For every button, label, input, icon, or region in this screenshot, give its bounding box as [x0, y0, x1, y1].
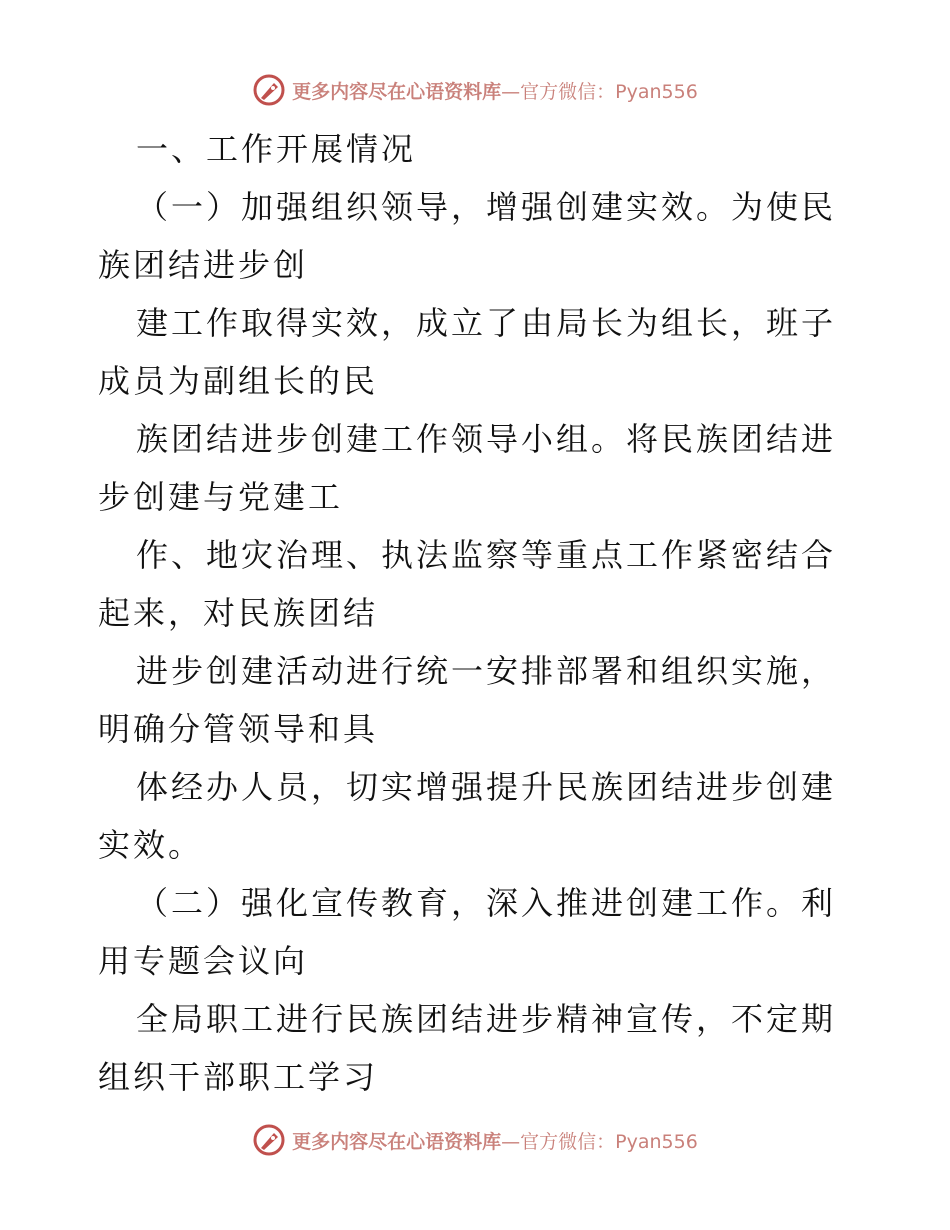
footer-banner-main: 更多内容尽在心语资料库: [292, 1130, 502, 1153]
header-banner-main: 更多内容尽在心语资料库: [292, 80, 502, 103]
paragraph: 全局职工进行民族团结进步精神宣传，不定期组织干部职工学习: [98, 1000, 837, 1096]
paragraph: （二）强化宣传教育，深入推进创建工作。利用专题会议向: [98, 884, 837, 980]
paragraph: 族团结进步创建工作领导小组。将民族团结进步创建与党建工: [98, 420, 837, 516]
footer-banner-suffix: 官方微信：Pyan556: [520, 1130, 698, 1153]
pen-nib-logo-icon: [252, 73, 286, 107]
paragraph: 作、地灾治理、执法监察等重点工作紧密结合起来，对民族团结: [98, 536, 837, 632]
header-banner: [0, 70, 950, 110]
paragraph: 进步创建活动进行统一安排部署和组织实施，明确分管领导和具: [98, 652, 837, 748]
header-banner-suffix: 官方微信：Pyan556: [520, 80, 698, 103]
paragraph: 体经办人员，切实增强提升民族团结进步创建实效。: [98, 768, 837, 864]
header-banner-separator: —: [501, 80, 521, 103]
footer-banner-separator: —: [501, 1130, 521, 1153]
footer-banner-text: [292, 1127, 698, 1154]
paragraph: （一）加强组织领导，增强创建实效。为使民族团结进步创: [98, 188, 837, 284]
document-body: [98, 120, 850, 1106]
header-banner-text: [292, 77, 698, 104]
paragraph-heading: 一、工作开展情况: [136, 130, 417, 168]
pen-nib-logo-icon: [252, 1123, 286, 1157]
footer-banner: [0, 1120, 950, 1160]
paragraph: 建工作取得实效，成立了由局长为组长，班子成员为副组长的民: [98, 304, 837, 400]
